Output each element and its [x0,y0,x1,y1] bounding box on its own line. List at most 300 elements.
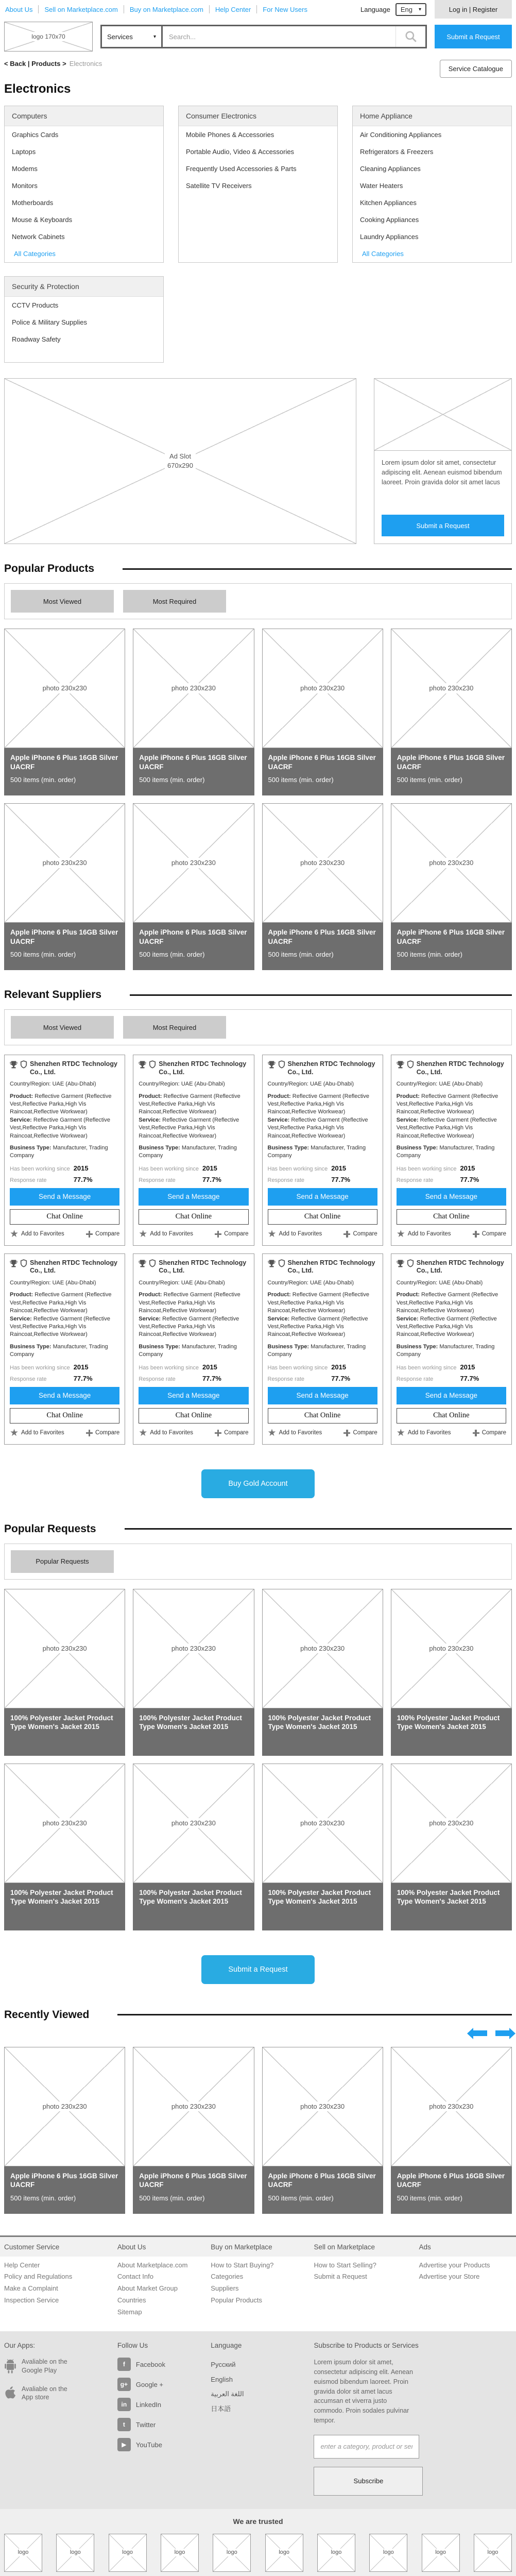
product-min-order: 500 items (min. order) [10,776,76,784]
divider [123,568,512,570]
popular-products-title: Popular Products [4,563,95,574]
top-nav [4,0,512,19]
footer-col-title: Ads [419,2243,431,2251]
supplier-working-since: Has been working since 2015 [139,1164,217,1172]
category-link[interactable]: Graphics Cards [12,131,59,139]
add-to-favorites-link[interactable]: Add to Favorites [279,1430,322,1436]
product-title: Apple iPhone 6 Plus 16GB Silver UACRF [397,2172,505,2189]
send-message-button[interactable]: Send a Message [139,1387,248,1404]
supplier-card [391,1253,512,1445]
product-card[interactable] [133,803,254,970]
supplier-response-rate: Response rate 77.7% [10,1175,93,1183]
all-categories-link[interactable]: All Categories [362,250,404,258]
trophy-icon [268,1259,276,1268]
popular-products-tabs [4,583,512,619]
supplier-name[interactable]: Shenzhen RTDC Technology Co., Ltd. [416,1259,504,1275]
photo-placeholder: photo 230x230 [391,2047,512,2166]
footer-link[interactable]: Policy and Regulations [4,2273,73,2281]
footer-link[interactable]: Inspection Service [4,2296,59,2304]
add-to-favorites-link[interactable]: Add to Favorites [21,1430,64,1436]
chat-online-button[interactable]: Chat Online [397,1408,506,1423]
language-option[interactable]: اللغة العربية [211,2390,244,2398]
product-min-order: 500 items (min. order) [397,951,462,959]
supplier-working-since: Has been working since 2015 [267,1363,347,1371]
star-icon[interactable]: ★ [267,1228,277,1240]
search-scope-select[interactable]: Services ▾ [102,26,163,47]
nav-buy[interactable]: Buy on Marketplace.com [129,5,203,13]
partner-logo-placeholder: logo [213,2534,251,2572]
subscribe-button[interactable]: Subscribe [314,2467,423,2496]
product-min-order: 500 items (min. order) [139,2194,205,2202]
request-card[interactable] [391,1764,512,1930]
supplier-card [262,1055,383,1246]
plus-icon[interactable] [86,1430,93,1436]
photo-placeholder: photo 230x230 [4,2047,125,2166]
supplier-working-since: Has been working since 2015 [10,1363,89,1371]
trophy-icon [397,1060,404,1069]
plus-icon[interactable] [473,1231,479,1238]
partner-logo-placeholder: logo [265,2534,303,2572]
arrow-left-icon[interactable] [473,2030,487,2036]
product-card[interactable] [133,629,254,795]
product-card[interactable] [133,2047,254,2214]
partner-logo-placeholder: logo [56,2534,94,2572]
star-icon[interactable]: ★ [10,1427,19,1438]
photo-placeholder: photo 230x230 [133,1589,254,1708]
supplier-business-type: Business Type: Manufacturer, Trading Company [10,1144,108,1159]
trusted-logos [0,2534,516,2572]
ad-slot-placeholder[interactable]: Ad Slot 670x290 [4,378,356,544]
product-min-order: 500 items (min. order) [10,2194,76,2202]
footer-link[interactable]: Sitemap [117,2308,142,2316]
category-link[interactable]: Laundry Appliances [360,233,419,241]
add-to-favorites-link[interactable]: Add to Favorites [150,1430,194,1436]
chat-online-button[interactable]: Chat Online [268,1408,377,1423]
request-title: 100% Polyester Jacket Product Type Women's Jacket 2015 [10,1714,113,1731]
supplier-country: Country/Region: UAE (Abu-Dhabi) [267,1081,354,1088]
chat-online-button[interactable]: Chat Online [268,1209,377,1225]
product-card[interactable] [262,803,383,970]
footer-link[interactable]: About Marketplace.com [117,2261,188,2269]
category-link[interactable]: Motherboards [12,199,54,207]
supplier-country: Country/Region: UAE (Abu-Dhabi) [10,1081,96,1088]
category-link[interactable]: Mobile Phones & Accessories [186,131,274,139]
promo-submit-request-button[interactable]: Submit a Request [382,515,504,536]
supplier-working-since: Has been working since 2015 [396,1363,475,1371]
shield-icon [407,1060,414,1069]
photo-placeholder: photo 230x230 [391,629,512,748]
chat-online-button[interactable]: Chat Online [10,1209,119,1225]
footer-link[interactable]: How to Start Selling? [314,2261,376,2269]
language-option[interactable]: English [211,2375,233,2383]
footer-col-title: About Us [117,2243,146,2251]
social-link[interactable]: g+ Google + [117,2378,211,2391]
supplier-working-since: Has been working since 2015 [396,1164,475,1172]
supplier-business-type: Business Type: Manufacturer, Trading Company [267,1144,366,1159]
footer-link[interactable]: Help Center [4,2261,40,2269]
logo-placeholder: logo 170x70 [4,22,93,52]
category-link[interactable]: Cooking Appliances [360,216,419,224]
product-card[interactable] [4,629,125,795]
photo-placeholder: photo 230x230 [133,629,254,748]
supplier-product-service: Product: Reflective Garment (Reflective Vest,Reflective Parka,High Vis Raincoat,Reflective Workwear) Service: Reflective Garment (Reflective Vest,Reflective Parka,High Vis Raincoat,Reflective Workwear) [139,1292,240,1338]
supplier-business-type: Business Type: Manufacturer, Trading Company [267,1343,366,1358]
category-link[interactable]: Monitors [12,182,38,190]
subscribe-column [314,2342,419,2495]
googleplus-icon: g+ [117,2378,131,2391]
relevant-suppliers-title: Relevant Suppliers [4,989,102,1001]
login-register-button[interactable]: Log in | Register [435,0,512,19]
supplier-response-rate: Response rate 77.7% [139,1374,221,1382]
follow-us-column [117,2342,211,2495]
chat-online-button[interactable]: Chat Online [139,1209,248,1225]
footer-link[interactable]: Advertise your Products [419,2261,490,2269]
category-title[interactable]: Computers [5,106,163,126]
divider [125,1528,512,1530]
category-link[interactable]: Water Heaters [360,182,403,190]
photo-placeholder: photo 230x230 [391,1764,512,1883]
product-card[interactable] [262,629,383,795]
product-min-order: 500 items (min. order) [10,951,76,959]
star-icon[interactable]: ★ [267,1427,277,1438]
category-link[interactable]: Police & Military Supplies [12,318,87,326]
footer-link[interactable]: Categories [211,2273,244,2281]
star-icon[interactable]: ★ [396,1427,405,1438]
category-link[interactable]: Air Conditioning Appliances [360,131,442,139]
nav-help-center[interactable]: Help Center [215,5,251,13]
photo-placeholder: photo 230x230 [4,1589,125,1708]
social-link[interactable]: f Facebook [117,2358,211,2371]
footer-secondary [0,2331,516,2509]
compare-link[interactable]: Compare [353,1430,377,1436]
supplier-working-since: Has been working since 2015 [10,1164,89,1172]
breadcrumb[interactable]: < Back | Products > [4,60,66,67]
supplier-name[interactable]: Shenzhen RTDC Technology Co., Ltd. [159,1060,247,1076]
product-card[interactable] [391,629,512,795]
star-icon[interactable]: ★ [10,1228,19,1240]
partner-logo-placeholder: logo [474,2534,512,2572]
footer-link[interactable]: Countries [117,2296,146,2304]
supplier-response-rate: Response rate 77.7% [267,1374,351,1382]
add-to-favorites-link[interactable]: Add to Favorites [407,1430,451,1436]
supplier-country: Country/Region: UAE (Abu-Dhabi) [396,1280,483,1286]
nav-about-us[interactable]: About Us [5,5,33,13]
star-icon[interactable]: ★ [139,1228,148,1240]
youtube-icon: ▶ [117,2438,131,2451]
product-title: Apple iPhone 6 Plus 16GB Silver UACRF [139,754,247,771]
breadcrumb-current: Electronics [69,60,102,67]
category-link[interactable]: Kitchen Appliances [360,199,417,207]
twitter-icon: t [117,2418,131,2431]
product-title: Apple iPhone 6 Plus 16GB Silver UACRF [268,2172,376,2189]
supplier-product-service: Product: Reflective Garment (Reflective Vest,Reflective Parka,High Vis Raincoat,Reflective Workwear) Service: Reflective Garment (Reflective Vest,Reflective Parka,High Vis Raincoat,Reflective Workwear) [396,1093,498,1139]
our-apps-title: Our Apps: [4,2342,36,2350]
chat-online-button[interactable]: Chat Online [10,1408,119,1423]
footer-link[interactable]: Make a Complaint [4,2284,58,2293]
partner-logo-placeholder: logo [109,2534,147,2572]
request-title: 100% Polyester Jacket Product Type Women's Jacket 2015 [139,1888,242,1906]
send-message-button[interactable]: Send a Message [397,1387,506,1404]
trophy-icon [10,1259,18,1268]
category-box-home-appliance [352,106,512,263]
trophy-icon [397,1259,404,1268]
social-link[interactable]: t Twitter [117,2418,211,2431]
subscribe-title: Subscribe to Products or Services [314,2342,419,2350]
plus-icon[interactable] [343,1231,350,1238]
tab[interactable]: Most Viewed [11,1016,114,1039]
product-title: Apple iPhone 6 Plus 16GB Silver UACRF [268,928,376,945]
request-card[interactable] [391,1589,512,1756]
supplier-working-since: Has been working since 2015 [139,1363,217,1371]
request-card[interactable] [133,1764,254,1930]
tab[interactable]: Most Viewed [11,590,114,613]
language-select[interactable]: Eng ▾ [395,3,426,16]
send-message-button[interactable]: Send a Message [10,1387,119,1404]
trophy-icon [10,1060,18,1069]
footer-col-title: Customer Service [4,2243,60,2251]
partner-logo-placeholder: logo [422,2534,460,2572]
partner-logo-placeholder: logo [369,2534,407,2572]
relevant-suppliers-tabs [4,1009,512,1045]
product-min-order: 500 items (min. order) [268,2194,334,2202]
category-grid [4,106,512,263]
subscribe-text: Lorem ipsum dolor sit amet, consectetur adipiscing elit. Aenean euismod bibendum laoreet. Proin gravida dolor sit amet lacus accumsan et viverra justo commodo. Proin sodales pulvinar tempor. [314,2359,413,2424]
service-catalogue-button[interactable]: Service Catalogue [440,60,512,78]
product-title: Apple iPhone 6 Plus 16GB Silver UACRF [10,928,118,945]
photo-placeholder: photo 230x230 [262,803,383,923]
category-link[interactable]: Frequently Used Accessories & Parts [186,165,297,173]
photo-placeholder: photo 230x230 [133,1764,254,1883]
app-store-badge[interactable]: Avaliable on the App store [4,2385,117,2402]
divider [117,2014,512,2015]
promo-text: Lorem ipsum dolor sit amet, consectetur adipiscing elit. Aenean euismod bibendum laoreet. Proin gravida dolor sit amet lacus [382,459,502,486]
product-card[interactable] [391,803,512,970]
supplier-country: Country/Region: UAE (Abu-Dhabi) [139,1081,225,1088]
promo-panel [374,378,512,544]
send-message-button[interactable]: Send a Message [397,1188,506,1206]
supplier-name[interactable]: Shenzhen RTDC Technology Co., Ltd. [159,1259,247,1275]
supplier-name[interactable]: Shenzhen RTDC Technology Co., Ltd. [287,1060,375,1076]
add-to-favorites-link[interactable]: Add to Favorites [279,1231,322,1238]
category-title[interactable]: Home Appliance [353,106,511,126]
plus-icon[interactable] [343,1430,350,1436]
social-link[interactable]: in LinkedIn [117,2398,211,2411]
star-icon[interactable]: ★ [139,1427,148,1438]
product-title: Apple iPhone 6 Plus 16GB Silver UACRF [139,928,247,945]
submit-request-bottom-button[interactable]: Submit a Request [201,1955,315,1984]
supplier-name[interactable]: Shenzhen RTDC Technology Co., Ltd. [287,1259,375,1275]
apple-icon [4,2386,16,2400]
send-message-button[interactable]: Send a Message [10,1188,119,1206]
supplier-card [4,1253,125,1445]
subscribe-input[interactable] [314,2435,419,2459]
category-link[interactable]: CCTV Products [12,301,59,309]
search-button[interactable] [395,26,425,47]
send-message-button[interactable]: Send a Message [268,1387,377,1404]
plus-icon[interactable] [473,1430,479,1436]
photo-placeholder: photo 230x230 [262,1589,383,1708]
search-icon [404,30,418,43]
buy-gold-account-button[interactable]: Buy Gold Account [201,1469,315,1498]
request-title: 100% Polyester Jacket Product Type Women's Jacket 2015 [268,1888,371,1906]
category-link[interactable]: Laptops [12,148,36,156]
supplier-name[interactable]: Shenzhen RTDC Technology Co., Ltd. [416,1060,504,1076]
footer-link[interactable]: About Market Group [117,2284,178,2293]
footer-link[interactable]: Advertise your Store [419,2273,480,2281]
supplier-product-service: Product: Reflective Garment (Reflective Vest,Reflective Parka,High Vis Raincoat,Reflective Workwear) Service: Reflective Garment (Reflective Vest,Reflective Parka,High Vis Raincoat,Reflective Workwear) [396,1292,498,1338]
request-card[interactable] [262,1764,383,1930]
supplier-product-service: Product: Reflective Garment (Reflective Vest,Reflective Parka,High Vis Raincoat,Reflective Workwear) Service: Reflective Garment (Reflective Vest,Reflective Parka,High Vis Raincoat,Reflective Workwear) [139,1093,240,1139]
product-card[interactable] [4,2047,125,2214]
category-box-consumer-electronics [178,106,338,263]
shield-icon [20,1060,27,1069]
add-to-favorites-link[interactable]: Add to Favorites [21,1231,64,1238]
trusted-section [0,2509,516,2576]
tab[interactable]: Most Required [123,590,226,613]
supplier-country: Country/Region: UAE (Abu-Dhabi) [396,1081,483,1088]
request-title: 100% Polyester Jacket Product Type Women's Jacket 2015 [397,1888,500,1906]
supplier-product-service: Product: Reflective Garment (Reflective Vest,Reflective Parka,High Vis Raincoat,Reflective Workwear) Service: Reflective Garment (Reflective Vest,Reflective Parka,High Vis Raincoat,Reflective Workwear) [10,1093,112,1139]
suppliers-grid [4,1055,512,1445]
product-min-order: 500 items (min. order) [268,776,334,784]
category-link[interactable]: Network Cabinets [12,233,65,241]
send-message-button[interactable]: Send a Message [268,1188,377,1206]
facebook-icon: f [117,2358,131,2371]
add-to-favorites-link[interactable]: Add to Favorites [407,1231,451,1238]
popular-requests-title: Popular Requests [4,1522,96,1535]
photo-placeholder: photo 230x230 [133,803,254,923]
plus-icon[interactable] [215,1231,221,1238]
footer-link[interactable]: Suppliers [211,2284,239,2293]
add-to-favorites-link[interactable]: Add to Favorites [150,1231,194,1238]
supplier-business-type: Business Type: Manufacturer, Trading Company [139,1343,237,1358]
supplier-response-rate: Response rate 77.7% [139,1175,221,1183]
compare-link[interactable]: Compare [224,1231,249,1238]
social-link[interactable]: ▶ YouTube [117,2438,211,2451]
trophy-icon [268,1060,276,1069]
request-card[interactable] [133,1589,254,1756]
category-link[interactable]: Portable Audio, Video & Accessories [186,148,295,156]
shield-icon [278,1259,285,1268]
photo-placeholder: photo 230x230 [4,1764,125,1883]
tab[interactable]: Popular Requests [11,1550,114,1573]
compare-link[interactable]: Compare [224,1430,249,1436]
footer-col-title: Buy on Marketplace [211,2243,272,2251]
supplier-name[interactable]: Shenzhen RTDC Technology Co., Ltd. [30,1060,117,1076]
all-categories-link[interactable]: All Categories [14,250,56,258]
promo-image-placeholder [374,379,511,451]
category-link[interactable]: Cleaning Appliances [360,165,421,173]
partner-logo-placeholder: logo [317,2534,355,2572]
supplier-card [391,1055,512,1246]
category-link[interactable]: Refrigerators & Freezers [360,148,434,156]
supplier-card [133,1055,254,1246]
supplier-name[interactable]: Shenzhen RTDC Technology Co., Ltd. [30,1259,117,1275]
category-title[interactable]: Consumer Electronics [179,106,337,126]
product-card[interactable] [4,803,125,970]
supplier-country: Country/Region: UAE (Abu-Dhabi) [139,1280,225,1286]
trophy-icon [139,1060,146,1069]
product-title: Apple iPhone 6 Plus 16GB Silver UACRF [10,2172,118,2189]
language-option[interactable]: 日本語 [211,2405,231,2413]
page-title: Electronics [4,82,71,96]
chat-online-button[interactable]: Chat Online [139,1408,248,1423]
popular-requests-grid [4,1589,512,1930]
product-min-order: 500 items (min. order) [139,951,205,959]
compare-link[interactable]: Compare [353,1231,377,1238]
recently-viewed-grid [4,2047,512,2214]
google-play-badge[interactable]: Avaliable on the Google Play [4,2358,117,2375]
category-link[interactable]: Satellite TV Receivers [186,182,252,190]
category-link[interactable]: Mouse & Keyboards [12,216,73,224]
footer-link[interactable]: Submit a Request [314,2273,367,2281]
request-card[interactable] [4,1764,125,1930]
tab[interactable]: Most Required [123,1016,226,1039]
compare-link[interactable]: Compare [95,1430,120,1436]
arrow-right-icon[interactable] [495,2030,510,2036]
supplier-business-type: Business Type: Manufacturer, Trading Company [396,1343,495,1358]
chevron-down-icon: ▾ [153,33,156,40]
photo-placeholder: photo 230x230 [391,803,512,923]
category-title[interactable]: Security & Protection [5,277,163,297]
product-min-order: 500 items (min. order) [268,951,334,959]
photo-placeholder: photo 230x230 [262,1764,383,1883]
carousel-controls [4,2027,512,2040]
shield-icon [20,1259,27,1268]
partner-logo-placeholder: logo [4,2534,42,2572]
popular-requests-tabs [4,1544,512,1580]
request-title: 100% Polyester Jacket Product Type Women's Jacket 2015 [10,1888,113,1906]
product-card[interactable] [391,2047,512,2214]
compare-link[interactable]: Compare [95,1231,120,1238]
category-link[interactable]: Modems [12,165,38,173]
plus-icon[interactable] [215,1430,221,1436]
photo-placeholder: photo 230x230 [133,2047,254,2166]
supplier-response-rate: Response rate 77.7% [396,1175,479,1183]
footer-link[interactable]: How to Start Buying? [211,2261,274,2269]
compare-link[interactable]: Compare [481,1231,506,1238]
star-icon[interactable]: ★ [396,1228,405,1240]
popular-products-grid [4,629,512,970]
trophy-icon [139,1259,146,1268]
product-title: Apple iPhone 6 Plus 16GB Silver UACRF [268,754,376,771]
plus-icon[interactable] [86,1231,93,1238]
nav-sell[interactable]: Sell on Marketplace.com [44,5,118,13]
footer-link[interactable]: Popular Products [211,2296,263,2304]
request-title: 100% Polyester Jacket Product Type Women's Jacket 2015 [139,1714,242,1731]
supplier-card [4,1055,125,1246]
product-card[interactable] [262,2047,383,2214]
request-card[interactable] [262,1589,383,1756]
divider [130,994,512,996]
supplier-working-since: Has been working since 2015 [267,1164,347,1172]
search-input[interactable] [163,26,395,47]
supplier-card [262,1253,383,1445]
linkedin-icon: in [117,2398,131,2411]
category-box-security [4,276,164,363]
our-apps-column [4,2342,117,2495]
nav-new-users[interactable]: For New Users [263,5,307,13]
language-option[interactable]: Русский [211,2361,236,2369]
chat-online-button[interactable]: Chat Online [397,1209,506,1225]
compare-link[interactable]: Compare [481,1430,506,1436]
request-card[interactable] [4,1589,125,1756]
footer-link[interactable]: Contact Info [117,2273,153,2281]
category-link[interactable]: Roadway Safety [12,335,61,343]
send-message-button[interactable]: Send a Message [139,1188,248,1206]
submit-request-button[interactable]: Submit a Request [435,25,512,48]
shield-icon [278,1060,285,1069]
